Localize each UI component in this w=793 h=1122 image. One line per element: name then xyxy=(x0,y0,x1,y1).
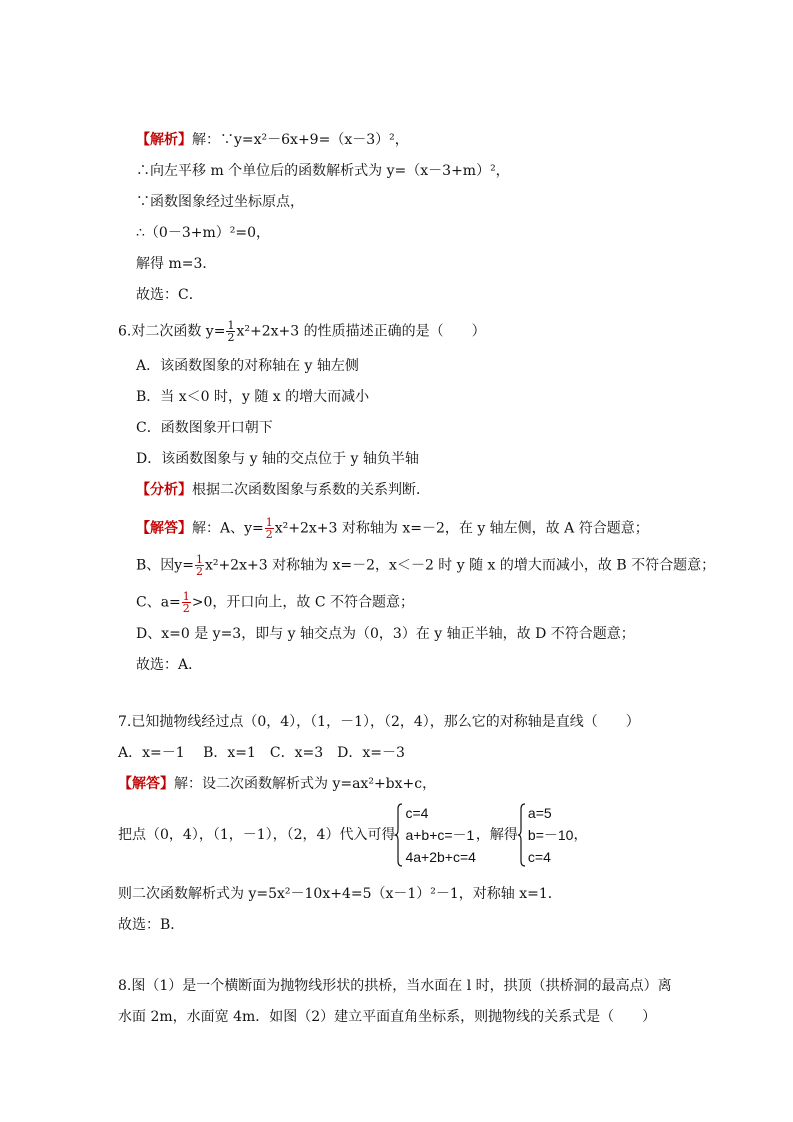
q6-option-d: D．该函数图象与 y 轴的交点位于 y 轴负半轴 xyxy=(136,451,419,467)
q7-stem: 7.已知抛物线经过点（0，4），（1，－1），（2，4），那么它的对称轴是直线（ ） xyxy=(118,714,640,730)
q5-line-1: 【解析】解：∵y=x²－6x+9=（x－3）²， xyxy=(136,132,409,148)
q6-answer: 故选：A． xyxy=(136,657,203,673)
fraction-half: $\frac{1}{2}$ xyxy=(182,590,190,615)
q5-line-5: 解得 m=3． xyxy=(136,256,217,272)
q7-system-line: 把点（0，4），（1，－1），（2，4）代入可得 c=4 a+b+c=－1 4a+2b+c=4 ，解得 a=5 b=－10 c=4 ， xyxy=(118,802,587,868)
analysis-tag: 【解析】 xyxy=(136,132,192,148)
jieda-tag: 【解答】 xyxy=(118,776,174,792)
q6-solution-a: 【解答】解：A、y= $\frac{1}{2}$ x²+2x+3 对称轴为 x=－2，在 y 轴左侧，故 A 符合题意； xyxy=(136,516,649,541)
q5-line-2: ∴向左平移 m 个单位后的函数解析式为 y=（x－3+m）²， xyxy=(136,163,510,179)
q5-answer: 故选：C． xyxy=(136,287,203,303)
jieda-tag: 【解答】 xyxy=(136,520,192,537)
left-brace-icon xyxy=(395,803,403,867)
solution-system: a=5 b=－10 c=4 xyxy=(518,802,574,868)
q7-options: A．x=－1 B．x=1 C．x=3 D．x=－3 xyxy=(118,745,405,761)
fraction-half: $\frac{1}{2}$ xyxy=(195,553,203,578)
left-brace-icon xyxy=(518,803,526,867)
q6-solution-d: D、x=0 是 y=3，即与 y 轴交点为（0，3）在 y 轴正半轴，故 D 不符合题意； xyxy=(136,626,635,642)
fraction-half: $\frac{1}{2}$ xyxy=(265,516,273,541)
q7-solution-1: 【解答】解：设二次函数解析式为 y=ax²+bx+c， xyxy=(118,776,437,792)
q6-solution-b: B、因y= $\frac{1}{2}$ x²+2x+3 对称轴为 x=－2，x＜－2 时 y 随 x 的增大而减小，故 B 不符合题意； xyxy=(136,553,716,578)
q8-stem-2: 水面 2m，水面宽 4m．如图（2）建立平面直角坐标系，则抛物线的关系式是（ ） xyxy=(118,1009,657,1025)
q7-solution-3: 则二次函数解析式为 y=5x²－10x+4=5（x－1）²－1，对称轴 x=1． xyxy=(118,886,562,902)
q6-solution-c: C、a= $\frac{1}{2}$ >0，开口向上，故 C 不符合题意； xyxy=(136,590,415,615)
q5-line-4: ∴（0－3+m）²=0， xyxy=(136,225,270,241)
q6-stem: 6.对二次函数 y= $\frac{1}{2}$ x²+2x+3 的性质描述正确的是（ ） xyxy=(118,319,486,344)
q6-option-a: A．该函数图象的对称轴在 y 轴左侧 xyxy=(136,358,359,374)
q5-line-3: ∵函数图象经过坐标原点， xyxy=(136,194,304,210)
fraction-half: $\frac{1}{2}$ xyxy=(227,319,235,344)
q7-answer: 故选：B． xyxy=(118,917,185,933)
equation-system: c=4 a+b+c=－1 4a+2b+c=4 xyxy=(395,802,475,868)
q6-option-b: B．当 x＜0 时，y 随 x 的增大而减小 xyxy=(136,389,370,405)
fenxi-tag: 【分析】 xyxy=(136,482,192,498)
q6-analysis: 【分析】根据二次函数图象与系数的关系判断． xyxy=(136,482,430,498)
q6-option-c: C．函数图象开口朝下 xyxy=(136,420,273,436)
q8-stem-1: 8.图（1）是一个横断面为抛物线形状的拱桥，当水面在 l 时，拱顶（拱桥洞的最高点）离 xyxy=(118,978,672,994)
